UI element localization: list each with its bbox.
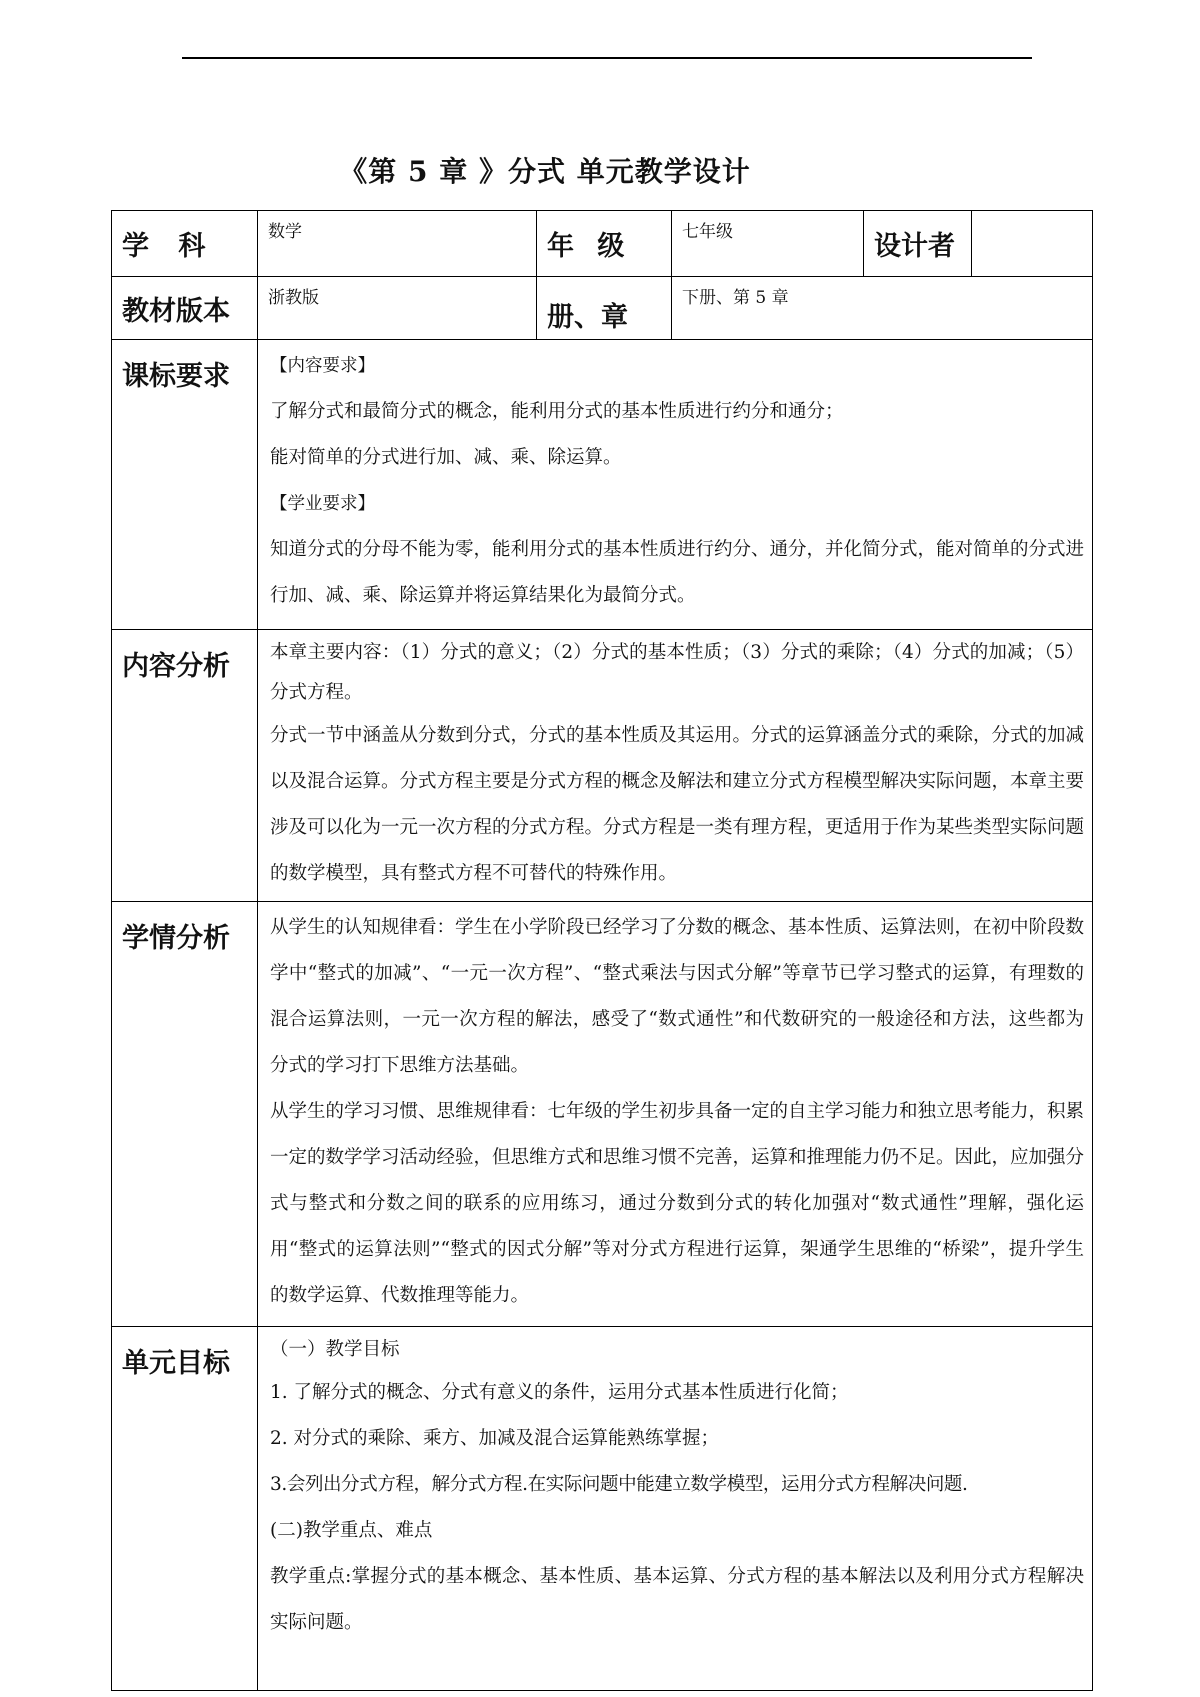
standard-line: 知道分式的分母不能为零，能利用分式的基本性质进行约分、通分，并化简分式，能对简单的分式进行加、减、乘、除运算并将运算结果化为最简分式。 [270, 539, 1085, 606]
unit-design-table [111, 210, 1093, 1691]
row-subject [112, 211, 1093, 277]
teaching-goals-heading: （一）教学目标 [270, 1339, 400, 1360]
standard-label: 课标要求 [112, 340, 258, 630]
goal-item: 3.会列出分式方程，解分式方程.在实际问题中能建立数学模型，运用分式方程解决问题. [270, 1474, 968, 1495]
volume-value: 下册、第 5 章 [672, 277, 1093, 340]
student-analysis-label: 学情分析 [112, 902, 258, 1327]
designer-label: 设计者 [864, 211, 972, 277]
edition-label: 教材版本 [112, 277, 258, 340]
unit-goals-label: 单元目标 [112, 1327, 258, 1691]
standard-line: 能对简单的分式进行加、减、乘、除运算。 [270, 447, 622, 468]
subject-label: 学 科 [112, 211, 258, 277]
unit-goals-content [258, 1327, 1093, 1691]
content-analysis-label: 内容分析 [112, 630, 258, 902]
grade-value: 七年级 [672, 211, 864, 277]
header-rule [182, 57, 1032, 59]
content-analysis-content [258, 630, 1093, 902]
academic-requirement-heading: 【学业要求】 [270, 494, 375, 514]
document-title [0, 150, 1200, 190]
row-content-analysis [112, 630, 1093, 902]
student-analysis-paragraph: 从学生的学习习惯、思维规律看：七年级的学生初步具备一定的自主学习能力和独立思考能力，积累一定的数学学习活动经验，但思维方式和思维习惯不完善，运算和推理能力仍不足。因此，应加强分式与整式和分数之间的联系的应用练习，通过分数到分式的转化加强对“数式通性”理解，强化运用“整式的运算法则”“整式的因式分解”等对分式方程进行运算，架通学生思维的“桥梁”，提升学生的数学运算、代数推理等能力。 [270, 1101, 1085, 1306]
goal-item: 2. 对分式的乘除、乘方、加减及混合运算能熟练掌握； [270, 1428, 720, 1449]
goal-item: 1. 了解分式的概念、分式有意义的条件，运用分式基本性质进行化简； [270, 1382, 849, 1403]
student-analysis-content [258, 902, 1093, 1327]
key-points-clip [270, 1554, 1084, 1646]
row-unit-goals [112, 1327, 1093, 1691]
row-student-analysis [112, 902, 1093, 1327]
standard-line: 了解分式和最简分式的概念，能利用分式的基本性质进行约分和通分； [270, 401, 844, 422]
edition-value: 浙教版 [258, 277, 537, 340]
standard-content [258, 340, 1093, 630]
document-title-text: 《第 5 章 》分式 单元教学设计 [339, 155, 751, 188]
row-edition [112, 277, 1093, 340]
student-analysis-paragraph: 从学生的认知规律看：学生在小学阶段已经学习了分数的概念、基本性质、运算法则，在初中阶段数学中“整式的加减”、“一元一次方程”、“整式乘法与因式分解”等章节已学习整式的运算，有理数的混合运算法则，一元一次方程的解法，感受了“数式通性”和代数研究的一般途径和方法，这些都为分式的学习打下思维方法基础。 [270, 917, 1085, 1076]
content-analysis-paragraph: 本章主要内容：（1）分式的意义；（2）分式的基本性质；（3）分式的乘除；（4）分式的加减；（5）分式方程。 [270, 642, 1084, 703]
content-requirement-heading: 【内容要求】 [270, 356, 375, 376]
row-standard [112, 340, 1093, 630]
subject-value: 数学 [258, 211, 537, 277]
content-analysis-paragraph: 分式一节中涵盖从分数到分式，分式的基本性质及其运用。分式的运算涵盖分式的乘除，分式的加减以及混合运算。分式方程主要是分式方程的概念及解法和建立分式方程模型解决实际问题，本章主要涉及可以化为一元一次方程的分式方程。分式方程是一类有理方程，更适用于作为某些类型实际问题的数学模型，具有整式方程不可替代的特殊作用。 [270, 725, 1085, 884]
key-points-heading: (二)教学重点、难点 [270, 1520, 433, 1541]
key-points-text: 教学重点:掌握分式的基本概念、基本性质、基本运算、分式方程的基本解法以及利用分式方程解决实际问题。 [270, 1566, 1084, 1633]
designer-value [972, 211, 1093, 277]
volume-label: 册、章 [537, 277, 672, 340]
grade-label: 年 级 [537, 211, 672, 277]
